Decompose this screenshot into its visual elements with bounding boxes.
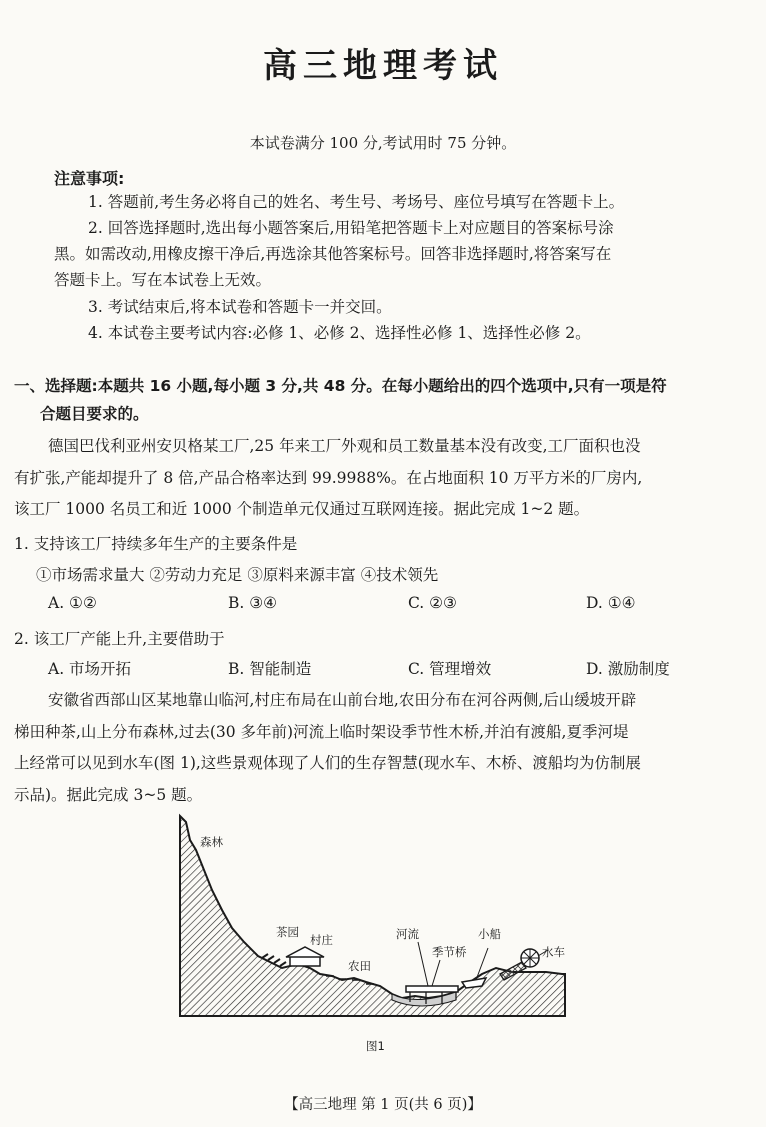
question-1-option-d: D. ①④ xyxy=(586,594,636,612)
label-waterwheel: 水车 xyxy=(542,945,565,959)
label-seasonal-bridge: 季节桥 xyxy=(432,945,467,959)
question-1-option-a: A. ①② xyxy=(48,594,97,612)
label-forest: 森林 xyxy=(200,835,223,849)
page-title: 高三地理考试 xyxy=(263,46,503,86)
question-2-option-d: D. 激励制度 xyxy=(586,660,670,678)
question-1-stem: 1. 支持该工厂持续多年生产的主要条件是 xyxy=(14,535,298,553)
label-tea-garden: 茶园 xyxy=(276,925,299,939)
passage-2-line-2: 梯田种茶,山上分布森林,过去(30 多年前)河流上临时架设季节性木桥,并泊有渡船,夏季河堤 xyxy=(14,723,629,741)
notice-item-2-line-3: 答题卡上。写在本试卷上无效。 xyxy=(54,271,272,289)
question-2-option-a: A. 市场开拓 xyxy=(48,660,132,678)
notice-item-2-line-1: 2. 回答选择题时,选出每小题答案后,用铅笔把答题卡上对应题目的答案标号涂 xyxy=(88,219,614,237)
passage-1-line-2: 有扩张,产能却提升了 8 倍,产品合格率达到 99.9988%。在占地面积 10 万平方米的厂房内, xyxy=(14,469,643,487)
terrain-cross-section xyxy=(180,816,565,1016)
question-2-option-c: C. 管理增效 xyxy=(408,660,492,678)
small-boat xyxy=(462,978,486,988)
notice-item-4: 4. 本试卷主要考试内容:必修 1、必修 2、选择性必修 1、选择性必修 2。 xyxy=(88,324,591,342)
label-village: 村庄 xyxy=(310,933,333,947)
question-2-stem: 2. 该工厂产能上升,主要借助于 xyxy=(14,630,225,648)
terrain-profile-figure xyxy=(170,810,590,1070)
passage-1-line-3: 该工厂 1000 名员工和近 1000 个制造单元仅通过互联网连接。据此完成 1~2 题。 xyxy=(14,500,590,518)
passage-1-line-1: 德国巴伐利亚州安贝格某工厂,25 年来工厂外观和员工数量基本没有改变,工厂面积也没 xyxy=(48,437,641,455)
question-1-option-b: B. ③④ xyxy=(228,594,278,612)
label-farmland: 农田 xyxy=(348,959,371,973)
exam-info: 本试卷满分 100 分,考试用时 75 分钟。 xyxy=(249,134,517,152)
notice-item-2-line-2: 黑。如需改动,用橡皮擦干净后,再选涂其他答案标号。回答非选择题时,将答案写在 xyxy=(54,245,612,263)
page-footer: 【高三地理 第 1 页(共 6 页)】 xyxy=(284,1097,482,1113)
notice-heading: 注意事项: xyxy=(54,169,125,188)
seasonal-bridge xyxy=(406,986,458,992)
passage-2-line-1: 安徽省西部山区某地靠山临河,村庄布局在山前台地,农田分布在河谷两侧,后山缓坡开辟 xyxy=(48,691,637,709)
section-heading-line-1: 一、选择题:本题共 16 小题,每小题 3 分,共 48 分。在每小题给出的四个选项中,只有一项是符 xyxy=(14,377,667,395)
question-2-option-b: B. 智能制造 xyxy=(228,660,312,678)
notice-item-3: 3. 考试结束后,将本试卷和答题卡一并交回。 xyxy=(88,298,392,316)
passage-2-line-4: 示品)。据此完成 3~5 题。 xyxy=(14,786,203,804)
section-heading-line-2: 合题目要求的。 xyxy=(40,405,149,423)
question-1-conditions: ①市场需求量大 ②劳动力充足 ③原料来源丰富 ④技术领先 xyxy=(36,566,439,584)
village-roof xyxy=(286,947,324,957)
notice-item-1: 1. 答题前,考生务必将自己的姓名、考生号、考场号、座位号填写在答题卡上。 xyxy=(88,193,625,211)
label-boat: 小船 xyxy=(478,927,501,941)
label-river: 河流 xyxy=(396,927,419,941)
passage-2-line-3: 上经常可以见到水车(图 1),这些景观体现了人们的生存智慧(现水车、木桥、渡船均为仿制展 xyxy=(14,754,641,772)
figure-caption: 图1 xyxy=(366,1039,385,1053)
question-1-option-c: C. ②③ xyxy=(408,594,457,612)
